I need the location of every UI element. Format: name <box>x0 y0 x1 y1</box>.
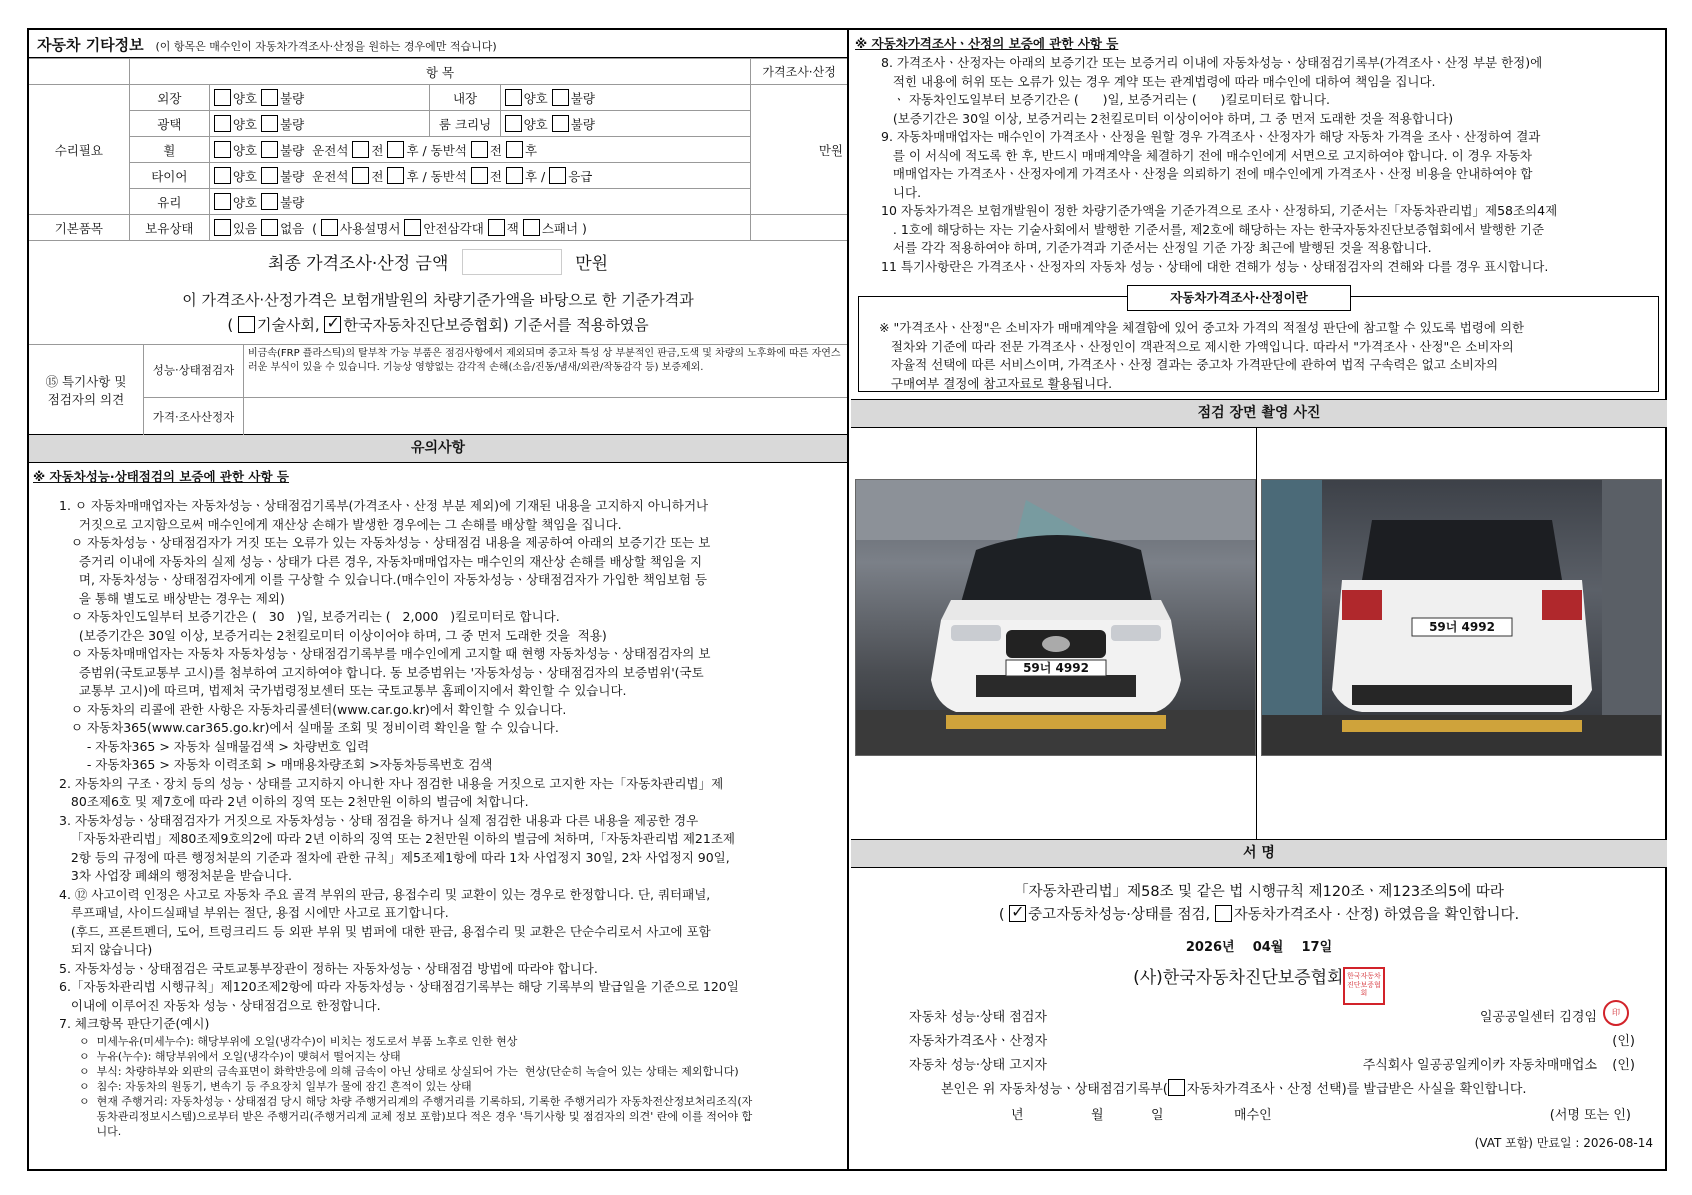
other-info-header <box>29 30 847 58</box>
photo-section <box>851 428 1667 840</box>
notice-line: 증거리 이내에 자동차의 실제 성능ㆍ상태가 다른 경우, 자동차매매업자는 매수인의 재산상 손해를 배상할 책임을 지 <box>59 553 703 569</box>
notice-line: 2항 등의 규정에 따른 행정처분의 기준과 절차에 관한 규칙」제5조제1항에 따라 1차 사업정지 30일, 2차 사업정지 90일, <box>59 849 730 865</box>
gloss-bad-checkbox[interactable] <box>261 115 278 132</box>
criteria-line: 동차관리정보시스템)으로부터 받은 주행거리(주행거리계 교체 정보 포함)보다 적은 경우 '특기사항 및 점검자의 의견' 란에 이를 적어야 합 <box>79 1109 753 1123</box>
definition-box <box>858 290 1659 392</box>
notifier-sign-name: 주식회사 일공공일케이카 자동차매매업소 <box>1362 1058 1597 1073</box>
notice-line: 5. 자동차성능ㆍ상태점검은 국토교통부장관이 정하는 자동차성능ㆍ상태점검 방법에 따라야 합니다. <box>59 960 598 976</box>
appraiser-sign-label: 자동차가격조사ㆍ산정자 <box>909 1034 1048 1049</box>
definition-line: ※ "가격조사ㆍ산정"은 소비자가 매매계약을 체결함에 있어 중고차 가격의 적절성 판단에 참고할 수 있도록 법령에 의한 <box>879 320 1525 335</box>
other-info-table: 항 목 가격조사·산정 수리필요 외장 양호 불량 내장 양호 불량 만원 광택 양호 불량 룸 크리닝 양호 불량 휠 양호 불량 운전석 전 후 / 동반석 전 후 타이어 양호 불량 운전석 전 후 / 동반석 전 후 / 응급 유리 양호 불량 기본품목 보유상태 있음 없음 ( 사용설명서 안전삼각대 잭 스패너 ) <box>29 58 847 241</box>
notice-header: 유의사항 <box>29 435 847 463</box>
buyer-label: 매수인 <box>1234 1108 1272 1123</box>
sign-line1: 「자동차관리법」제58조 및 같은 법 시행규칙 제120조ㆍ제123조의5에 따라 <box>1014 884 1504 900</box>
left-column <box>29 30 849 1169</box>
inspector-opinion-text: 비금속(FRP 플라스틱)의 탈부착 가능 부품은 점검사항에서 제외되며 중고차 특성 상 부분적인 판금,도색 및 차량의 노후화에 따른 자연스러운 부식이 있을 수 있습니다. 기능상 영향없는 감각적 손해(소음/진동/냄새/외관/작동감각 등) 보증제외. <box>244 345 847 398</box>
inspector-opinion-label: 성능·상태점검자 <box>144 345 244 398</box>
wheel-pass-front-checkbox[interactable] <box>471 141 488 158</box>
sign-year: 2026년 <box>1185 940 1235 955</box>
notice-line: ㅇ 자동차365(www.car365.go.kr)에서 실매물 조회 및 정비이력 확인을 할 수 있습니다. <box>59 720 559 735</box>
buyer-day: 일 <box>1151 1108 1164 1123</box>
tire-good-checkbox[interactable] <box>214 167 231 184</box>
notice-line: 거짓으로 고지함으로써 매수인에게 재산상 손해가 발생한 경우에는 그 손해를 배상할 책임을 집니다. <box>59 516 622 532</box>
possess-none-checkbox[interactable] <box>261 219 278 236</box>
manual-checkbox[interactable] <box>321 219 338 236</box>
buyer-year: 년 <box>1011 1108 1024 1123</box>
notice-line: 「자동차관리법」제80조제9호의2에 따라 2년 이하의 징역 또는 2천만원 이하의 벌금에 처하며,「자동차관리법 제21조제 <box>59 831 735 846</box>
confirm-appraise-checkbox[interactable] <box>1168 1079 1185 1096</box>
sign-inspect-checkbox[interactable] <box>1009 905 1026 922</box>
row-room-cleaning: 룸 크리닝 <box>430 111 500 137</box>
interior-good-checkbox[interactable] <box>505 89 522 106</box>
final-price-unit: 만원 <box>575 254 609 274</box>
basis-line2: ( 기술사회, ✓ 한국자동차진단보증협회) 기준서를 적용하였음 <box>29 314 847 335</box>
tire-driver-front-checkbox[interactable] <box>352 167 369 184</box>
front-car-illustration <box>856 480 1256 756</box>
sign-section <box>851 868 1667 1173</box>
special-notes-section <box>29 345 847 435</box>
notice-line: 7. 체크항목 판단기준(예시) <box>59 1016 210 1031</box>
definition-line: 구매여부 결정에 참고자료로 활용됩니다. <box>879 375 1113 391</box>
row-possess: 보유상태 <box>129 215 209 241</box>
wheel-driver-front-checkbox[interactable] <box>352 141 369 158</box>
warranty-line: ㆍ 자동차인도일부터 보증기간은 ( )일, 보증거리는 ( )킬로미터로 합니다. <box>881 92 1330 107</box>
row-interior: 내장 <box>430 85 500 111</box>
final-price-label: 최종 가격조사·산정 금액 <box>267 254 449 274</box>
appraiser-seal-mark: (인) <box>1612 1034 1635 1049</box>
sign-day: 17일 <box>1301 940 1333 955</box>
tire-pass-rear-checkbox[interactable] <box>506 167 523 184</box>
notice-line: 이내에 이루어진 자동차 성능ㆍ상태점검으로 한정합니다. <box>59 997 381 1013</box>
jack-checkbox[interactable] <box>488 219 505 236</box>
warranty-line: 를 이 서식에 적도록 한 후, 반드시 매매계약을 체결하기 전에 매수인에게 서면으로 고지하여야 합니다. 이 경우 자동차 <box>881 147 1532 163</box>
right-column <box>851 30 1667 1169</box>
spanner-checkbox[interactable] <box>523 219 540 236</box>
notice-line: 루프패널, 사이드실패널 부위는 절단, 용접 시에만 사고로 표기합니다. <box>59 905 449 920</box>
warranty-line: 8. 가격조사ㆍ산정자는 아래의 보증기간 또는 보증거리 이내에 자동차성능ㆍ상태점검기록부(가격조사ㆍ산정 부분 한정)에 <box>881 55 1543 70</box>
criteria-line: ㅇ 부식: 차량하부와 외판의 금속표면이 화학반응에 의해 금속이 아닌 상태로 상실되어 가는 현상(단순히 녹슬어 있는 상태는 제외합니다) <box>79 1064 739 1078</box>
definition-line: 자율적 선택에 따른 서비스이며, 가격조사ㆍ산정 결과는 중고차 가격판단에 관하여 법적 구속력은 없고 소비자의 <box>879 357 1499 372</box>
criteria-line: ㅇ 누유(누수): 해당부위에서 오일(냉각수)이 맺혀서 떨어지는 상태 <box>79 1049 401 1063</box>
special-label-2: 점검자의 의견 <box>47 392 125 407</box>
notice-title: ※ 자동차성능·상태점검의 보증에 관한 사항 등 <box>33 469 290 484</box>
inspector-seal-icon: 印 <box>1603 1000 1629 1026</box>
sign-header: 서 명 <box>851 840 1667 868</box>
final-price-input[interactable] <box>462 249 562 275</box>
tire-pass-front-checkbox[interactable] <box>471 167 488 184</box>
front-photo <box>855 479 1256 756</box>
notice-line: 80조제6호 및 제7호에 따라 2년 이하의 징역 또는 2천만원 이하의 벌금에 처합니다. <box>59 794 529 809</box>
tire-emergency-checkbox[interactable] <box>549 167 566 184</box>
warranty-line: 11 특기사항란은 가격조사ㆍ산정자의 자동차 성능ㆍ상태에 대한 견해가 성능ㆍ상태점검자의 견해와 다를 경우 표시합니다. <box>881 258 1549 274</box>
org-seal-stamp: 한국자동차진단보증협회 <box>1343 967 1385 1005</box>
criteria-line: ㅇ 침수: 자동차의 원동기, 변속기 등 주요장치 일부가 물에 잠긴 흔적이 있는 상태 <box>79 1079 472 1093</box>
warranty-line: 9. 자동차매매업자는 매수인이 가격조사ㆍ산정을 원할 경우 가격조사ㆍ산정자가 해당 자동차 가격을 조사ㆍ산정하여 결과 <box>881 129 1541 144</box>
sign-line2: ( ✓ 중고자동차성능·상태를 점검, 자동차가격조사 · 산정) 하였음을 확인합니다. <box>851 903 1667 924</box>
notice-body <box>29 463 847 1139</box>
notice-line: ㅇ 자동차인도일부터 보증기간은 ( 30 )일, 보증거리는 ( 2,000 )킬로미터로 합니다. <box>59 609 560 624</box>
inspector-sign-label: 자동차 성능·상태 점검자 <box>909 1010 1047 1025</box>
notice-line: 되지 않습니다) <box>59 942 153 957</box>
warranty-line: (보증기간은 30일 이상, 보증거리는 2천킬로미터 이상이어야 하며, 그 중 먼저 도래한 것을 적용합니다) <box>881 110 1454 126</box>
warranty-list <box>855 54 1663 276</box>
row-tire: 타이어 <box>129 163 209 189</box>
notifier-sign-label: 자동차 성능·상태 고지자 <box>909 1058 1047 1073</box>
interior-bad-checkbox[interactable] <box>552 89 569 106</box>
group-repair: 수리필요 <box>29 85 129 215</box>
glass-good-checkbox[interactable] <box>214 193 231 210</box>
notice-line: 3. 자동차성능ㆍ상태점검자가 거짓으로 자동차성능ㆍ상태 점검을 하거나 실제 점검한 내용과 다른 내용을 제공한 경우 <box>59 812 699 828</box>
notice-line: ㅇ 자동차성능ㆍ상태점검자가 거짓 또는 오류가 있는 자동차성능ㆍ상태점검 내용을 제공하여 아래의 보증기간 또는 보 <box>59 535 711 550</box>
possess-have-checkbox[interactable] <box>214 219 231 236</box>
front-plate: 59너 4992 <box>1023 661 1089 675</box>
notice-line: - 자동차365 > 자동차 이력조회 > 매매용차량조회 >자동차등록번호 검색 <box>59 757 493 772</box>
footer-expiry: (VAT 포함) 만료일 : 2026-08-14 <box>1474 1136 1653 1150</box>
inspector-sign-name: 일공공일센터 김경임 <box>1479 1010 1597 1025</box>
notice-line: 며, 자동차성능ㆍ상태점검자에게 이를 구상할 수 있습니다.(매수인이 자동차성능ㆍ상태점검자가 가입한 책임보험 등 <box>59 572 708 587</box>
room-bad-checkbox[interactable] <box>552 115 569 132</box>
sign-month: 04월 <box>1252 940 1284 955</box>
basis-tech-checkbox[interactable] <box>238 316 255 333</box>
definition-title: 자동차가격조사·산정이란 <box>1127 285 1351 311</box>
notice-line: - 자동차365 > 자동차 실매물검색 > 차량번호 입력 <box>59 738 370 754</box>
room-good-checkbox[interactable] <box>505 115 522 132</box>
notice-line: ㅇ 자동차의 리콜에 관한 사항은 자동차리콜센터(www.car.go.kr)에서 확인할 수 있습니다. <box>59 701 567 717</box>
gloss-good-checkbox[interactable] <box>214 115 231 132</box>
warranty-section <box>851 30 1667 400</box>
notice-line: 을 통해 별도로 배상받는 경우는 제외) <box>59 590 285 606</box>
row-glass: 유리 <box>129 189 209 215</box>
final-price-section <box>29 241 847 345</box>
warranty-line: 적힌 내용에 허위 또는 오류가 있는 경우 계약 또는 관계법령에 따라 매수인에 대하여 책임을 집니다. <box>881 73 1436 89</box>
criteria-line: ㅇ 미세누유(미세누수): 해당부위에 오일(냉각수)이 비치는 정도로서 부품 노후로 인한 현상 <box>79 1034 518 1048</box>
notice-line: ㅇ 자동차매매업자는 자동차 자동차성능ㆍ상태점검기록부를 매수인에게 고지할 때 현행 자동차성능ㆍ상태점검자의 보 <box>59 646 711 661</box>
rear-plate: 59너 4992 <box>1429 620 1495 634</box>
wheel-good-checkbox[interactable] <box>214 141 231 158</box>
criteria-list <box>33 1034 843 1139</box>
photo-header: 점검 장면 촬영 사진 <box>851 400 1667 428</box>
notifier-seal-mark: (인) <box>1612 1058 1635 1073</box>
sign-date <box>851 936 1667 955</box>
tire-bad-checkbox[interactable] <box>261 167 278 184</box>
warranty-line: 서를 각각 적용하여야 하며, 기준가격과 기준서는 산정일 기준 가장 최근에 발행된 것을 적용합니다. <box>881 240 1432 255</box>
repair-price-unit: 만원 <box>751 85 847 215</box>
glass-bad-checkbox[interactable] <box>261 193 278 210</box>
tire-driver-rear-checkbox[interactable] <box>387 167 404 184</box>
criteria-line: ㅇ 현재 주행거리: 자동차성능ㆍ상태점검 당시 해당 차량 주행거리계의 주행거리를 기록하되, 기록한 주행거리가 자동차전산정보처리조직(자 <box>79 1094 753 1108</box>
other-info-note: (이 항목은 매수인이 자동차가격조사·산정을 원하는 경우에만 적습니다) <box>155 40 497 53</box>
warranty-line: 매매업자는 가격조사ㆍ산정자에게 가격조사ㆍ산정을 의뢰하기 전에 매수인에게 가격조사ㆍ산정 비용을 안내하여야 합 <box>881 166 1533 181</box>
notice-line: 교통부 고시)에 따르며, 법제처 국가법령정보센터 또는 국토교통부 홈페이지에서 확인할 수 있습니다. <box>59 683 627 698</box>
inspection-record-page <box>27 28 1667 1171</box>
notice-line: 2. 자동차의 구조ㆍ장치 등의 성능ㆍ상태를 고지하지 아니한 자나 점검한 내용을 거짓으로 고지한 자는「자동차관리법」제 <box>59 775 724 791</box>
notice-line: 3차 사업장 폐쇄의 행정처분을 받습니다. <box>59 868 292 883</box>
basis-kaa-checkbox[interactable] <box>324 316 341 333</box>
warranty-title: ※ 자동차가격조사ㆍ산정의 보증에 관한 사항 등 <box>855 36 1119 51</box>
buyer-sign-mark: (서명 또는 인) <box>1549 1108 1631 1123</box>
basis-line1: 이 가격조사·산정가격은 보험개발원의 차량기준가액을 바탕으로 한 기준가격과 <box>182 291 694 309</box>
notice-line: (보증기간은 30일 이상, 보증거리는 2천킬로미터 이상이어야 하며, 그 중 먼저 도래한 것을 적용) <box>59 627 607 643</box>
other-info-title: 자동차 기타정보 <box>37 36 144 54</box>
appraiser-opinion-label: 가격·조사산정자 <box>144 398 244 435</box>
notice-line: 1. ㅇ 자동차매매업자는 자동차성능ㆍ상태점검기록부(가격조사ㆍ산정 부분 제외)에 기재된 내용을 고지하지 아니하거나 <box>59 498 709 513</box>
column-item: 항 목 <box>129 59 750 85</box>
wheel-bad-checkbox[interactable] <box>261 141 278 158</box>
notice-line: 증범위(국토교통부 고시)를 첨부하여 고지하여야 합니다. 동 보증범위는 '자동차성능ㆍ상태점검자의 보증범위'(국토 <box>59 664 704 680</box>
wheel-pass-rear-checkbox[interactable] <box>506 141 523 158</box>
rear-photo <box>1261 479 1662 756</box>
special-label-1: ⑮ 특기사항 및 <box>45 374 127 389</box>
notice-line: 4. ⑫ 사고이력 인정은 사고로 자동차 주요 골격 부위의 판금, 용접수리 및 교환이 있는 경우로 한정합니다. 단, 쿼터패널, <box>59 886 711 902</box>
warranty-line: 니다. <box>881 184 922 200</box>
column-price: 가격조사·산정 <box>751 59 847 85</box>
notice-line: 6.「자동차관리법 시행규칙」제120조제2항에 따라 자동차성능ㆍ상태점검기록부는 해당 기록부의 발급일을 기준으로 120일 <box>59 979 739 994</box>
row-gloss: 광택 <box>129 111 209 137</box>
criteria-line: 니다. <box>79 1124 122 1138</box>
notice-list <box>33 497 843 1034</box>
sign-appraise-checkbox[interactable] <box>1215 905 1232 922</box>
row-wheel: 휠 <box>129 137 209 163</box>
exterior-bad-checkbox[interactable] <box>261 89 278 106</box>
triangle-checkbox[interactable] <box>404 219 421 236</box>
exterior-good-checkbox[interactable] <box>214 89 231 106</box>
warranty-line: 10 자동차가격은 보험개발원이 정한 차량기준가액을 기준가격으로 조사ㆍ산정하되, 기준서는「자동차관리법」제58조의4제 <box>881 203 1558 218</box>
sign-org <box>851 963 1667 1005</box>
org-name: (사)한국자동차진단보증협회 <box>1133 968 1344 988</box>
wheel-driver-rear-checkbox[interactable] <box>387 141 404 158</box>
warranty-line: . 1호에 해당하는 자는 기술사회에서 발행한 기준서를, 제2호에 해당하는 자는 한국자동차진단보증협회에서 발행한 기준 <box>881 221 1545 237</box>
notice-line: (후드, 프론트펜더, 도어, 트렁크리드 등 외판 부위 및 범퍼에 대한 판금, 용접수리 및 교환은 단순수리로서 사고에 포함 <box>59 923 711 939</box>
row-exterior: 외장 <box>129 85 209 111</box>
definition-text <box>859 297 1658 393</box>
group-basic: 기본품목 <box>29 215 129 241</box>
buyer-month: 월 <box>1091 1108 1104 1123</box>
definition-line: 절차와 기준에 따라 전문 가격조사ㆍ산정인이 객관적으로 제시한 가액입니다. 따라서 "가격조사ㆍ산정"은 소비자의 <box>879 338 1514 354</box>
confirm-line: 본인은 위 자동차성능ㆍ상태점검기록부( 자동차가격조사ㆍ산정 선택)를 발급받은 사실을 확인합니다. <box>941 1078 1527 1097</box>
